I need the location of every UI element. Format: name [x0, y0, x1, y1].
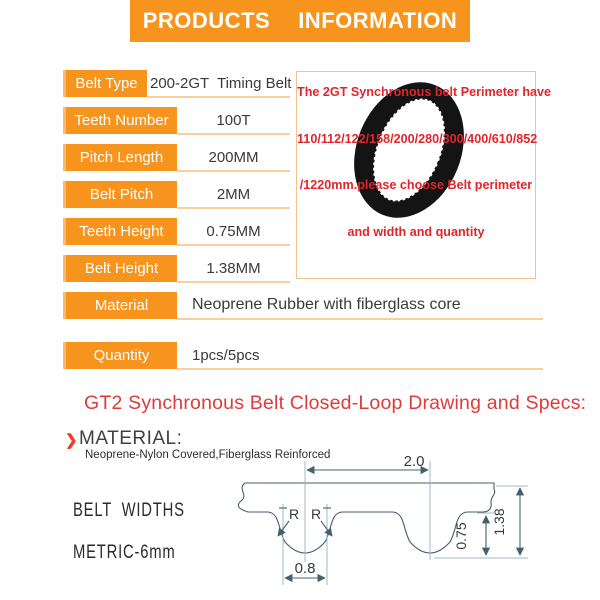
material-title: MATERIAL:	[79, 428, 183, 449]
dim-tooth-width-label: 0.8	[294, 560, 316, 577]
spec-label: Belt Height	[63, 255, 177, 282]
row-divider	[177, 133, 290, 135]
belt-profile-drawing	[228, 450, 550, 600]
radius-label-left: R	[288, 506, 300, 522]
row-divider	[177, 244, 290, 246]
belt-widths-line2: METRIC-6mm	[73, 542, 176, 563]
dim-tooth-height-label: 0.75	[453, 522, 469, 550]
row-divider	[177, 170, 290, 172]
spec-value: Neoprene Rubber with fiberglass core	[192, 296, 461, 313]
spec-row-quantity	[0, 342, 600, 372]
spec-value: 200-2GT Timing Belt	[150, 75, 292, 92]
spec-value: 2MM	[216, 186, 251, 203]
radius-label-right: R	[310, 506, 322, 522]
dim-pitch-label: 2.0	[403, 453, 425, 470]
belt-perimeter-note	[297, 54, 552, 271]
spec-label: Belt Pitch	[63, 181, 177, 208]
spec-label: Belt Type	[63, 70, 147, 97]
row-divider	[147, 96, 290, 98]
note-line-3: /1220mm.please choose Belt perimeter	[299, 178, 533, 192]
spec-value: 1.38MM	[206, 260, 261, 277]
belt-widths-block	[73, 476, 185, 574]
belt-widths-line1: BELT WIDTHS	[73, 500, 185, 521]
row-divider	[177, 368, 543, 370]
note-line-1: The 2GT Synchronous belt Perimeter have	[297, 85, 552, 99]
dim-belt-height-label: 1.38	[491, 508, 507, 536]
material-subtitle: Neoprene-Nylon Covered,Fiberglass Reinforced	[85, 449, 331, 461]
spec-value: 100T	[216, 112, 251, 129]
banner-word-information: INFORMATION	[298, 8, 458, 33]
spec-row-material	[0, 292, 600, 322]
product-image-box	[296, 71, 552, 279]
spec-value: 1pcs/5pcs	[192, 347, 260, 364]
spec-label: Teeth Height	[63, 218, 177, 245]
spec-label: Pitch Length	[63, 144, 177, 171]
products-information-banner	[130, 0, 470, 42]
banner-word-products: PRODUCTS	[142, 8, 271, 33]
spec-value: 0.75MM	[206, 223, 261, 240]
spec-label: Teeth Number	[63, 107, 177, 134]
drawing-specs-heading: GT2 Synchronous Belt Closed-Loop Drawing and Specs:	[84, 392, 587, 414]
spec-label: Material	[63, 292, 177, 319]
note-line-4: and width and quantity	[347, 224, 485, 239]
spec-value: 200MM	[208, 149, 259, 166]
note-line-2: 110/112/122/158/200/280/300/400/610/852	[297, 131, 538, 146]
spec-label: Quantity	[63, 342, 177, 369]
chevron-right-icon: ❯	[65, 432, 78, 449]
row-divider	[177, 318, 543, 320]
row-divider	[177, 281, 290, 283]
row-divider	[177, 207, 290, 209]
